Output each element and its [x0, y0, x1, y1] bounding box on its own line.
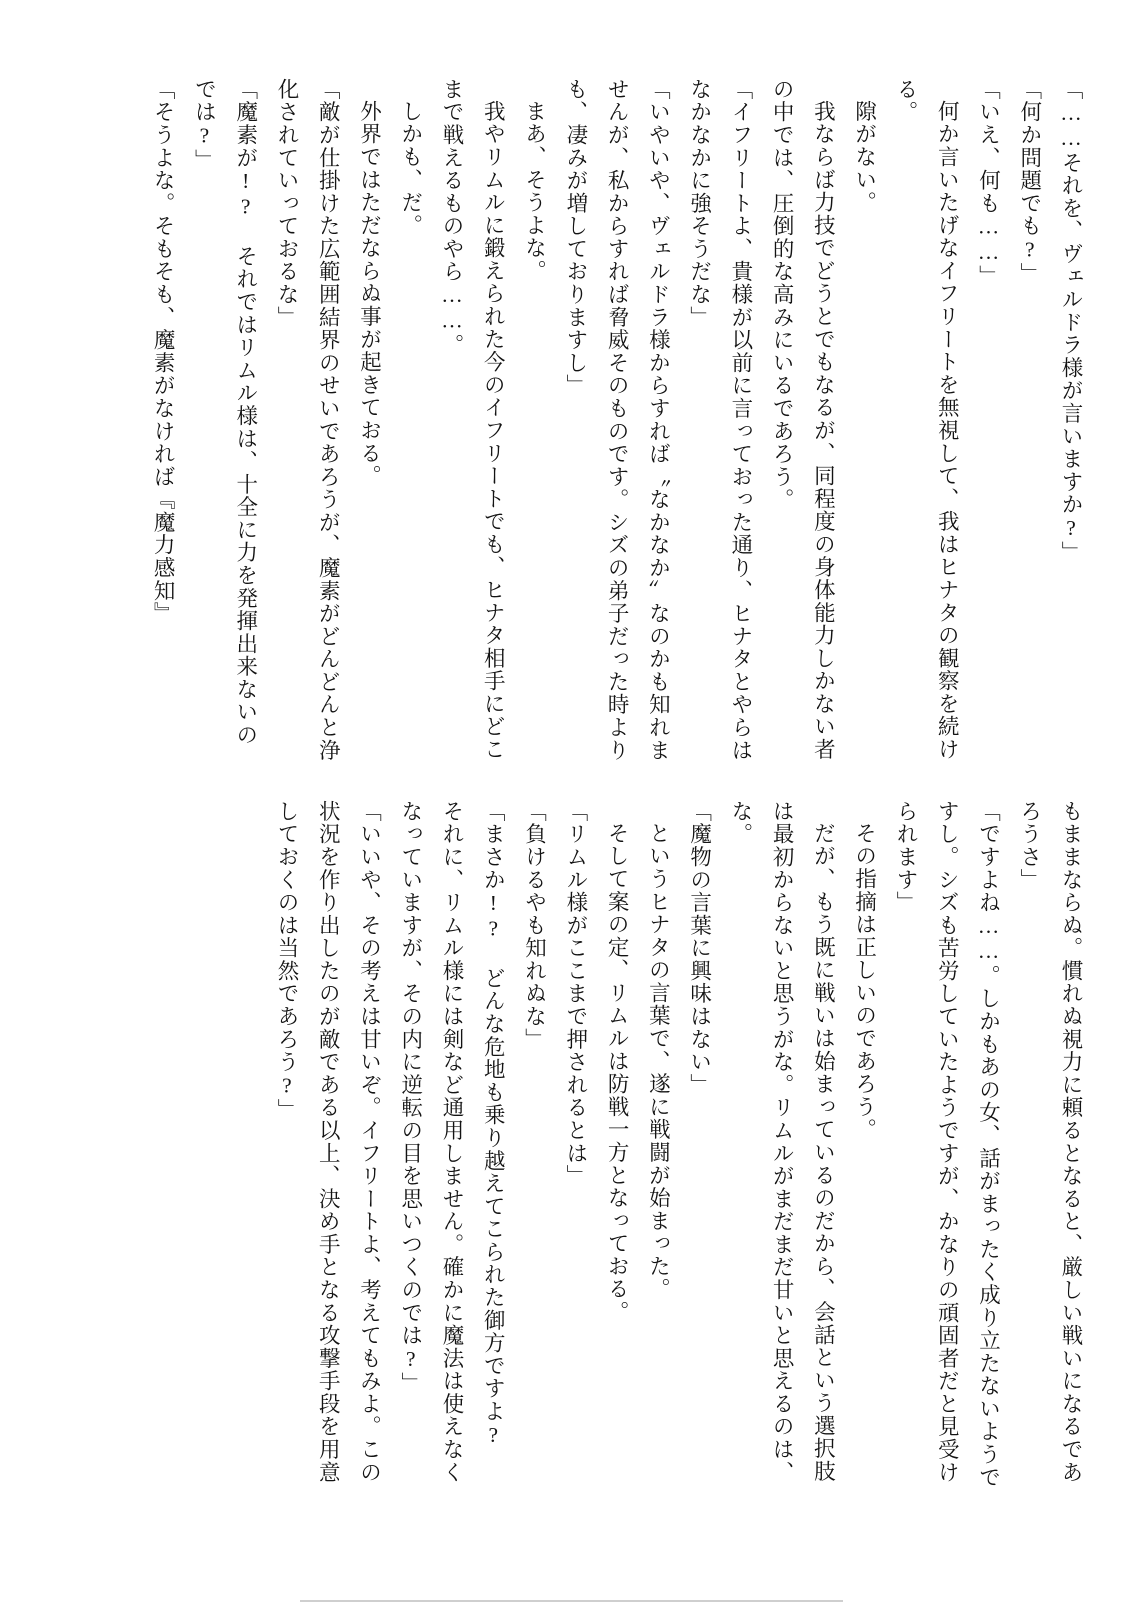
paragraph: 我やリムルに鍛えられた今のイフリートでも、ヒナタ相手にどこまで戦えるものやら……。 [440, 78, 506, 761]
paragraph: 「いえ、何も……」 [976, 78, 1001, 289]
paragraph: もままならぬ。慣れぬ視力に頼るとなると、厳しい戦いになるであろうさ」 [1017, 800, 1083, 1484]
paragraph: 隙がない。 [852, 99, 877, 214]
paragraph: というヒナタの言葉で、遂に戦闘が始まった。 [646, 821, 671, 1301]
paragraph: だが、もう既に戦いは始まっているのだから、会話という選択肢は最初からないと思うがな。リムルがまだまだ甘いと思えるのは、な。 [728, 800, 836, 1484]
upper-text-block [51, 78, 1091, 768]
paragraph: 「リムル様がここまで押されるとは」 [563, 800, 588, 1188]
paragraph: 「いやいや、ヴェルドラ様からすれば〝なかなか〟なのかも知れませんが、私からすれば脅威そのものです。シズの弟子だった時よりも、凄みが増しておりますし」 [563, 78, 671, 762]
paragraph: 「イフリートよ、貴様が以前に言っておった通り、ヒナタとやらはなかなかに強そうだな」 [687, 78, 753, 762]
paragraph: 我ならば力技でどうとでもなるが、同程度の身体能力しかない者の中では、圧倒的な高みにいるであろう。 [770, 78, 836, 761]
paragraph: しかも、だ。 [398, 99, 423, 237]
paragraph: 「魔物の言葉に興味はない」 [687, 800, 712, 1097]
paragraph: 何か言いたげなイフリートを無視して、我はヒナタの観察を続ける。 [893, 78, 960, 761]
paragraph: 「……それを、ヴェルドラ様が言いますか?」 [1059, 78, 1083, 565]
paragraph: 「そうよな。そもそも、魔素がなければ『魔力感知』 [151, 78, 176, 625]
paragraph: 「いいや、その考えは甘いぞ。イフリートよ、考えてもみよ。この状況を作り出したのが敵である以上、決め手となる攻撃手段を用意しておくのは当然であろう?」 [274, 800, 382, 1484]
paragraph: 「負けるやも知れぬな」 [522, 800, 547, 1051]
paragraph: 「まさか!? どんな危地も乗り越えてこられた御方ですよ? それに、リムル様には剣など通用しません。確かに魔法は使えなくなっていますが、その内に逆転の目を思いつくのでは?」 [398, 800, 506, 1484]
page-footer-rule [300, 1600, 843, 1602]
paragraph: 「敵が仕掛けた広範囲結界のせいであろうが、魔素がどんどんと浄化されていっておるな」 [274, 78, 341, 762]
paragraph: まあ、そうよな。 [522, 99, 547, 282]
paragraph: その指摘は正しいのであろう。 [852, 821, 877, 1141]
lower-text-block [51, 800, 1091, 1490]
paragraph: 外界ではただならぬ事が起きておる。 [357, 99, 382, 487]
paragraph: そして案の定、リムルは防戦一方となっておる。 [605, 821, 630, 1323]
paragraph: 「ですよね……。しかもあの女、話がまったく成り立たないようですし。シズも苦労していたようですが、かなりの頑固者だと見受けられます」 [893, 800, 1001, 1489]
paragraph: 「何か問題でも?」 [1017, 78, 1042, 286]
paragraph: 「魔素が!? それではリムル様は、十全に力を発揮出来ないのでは?」 [192, 78, 258, 747]
